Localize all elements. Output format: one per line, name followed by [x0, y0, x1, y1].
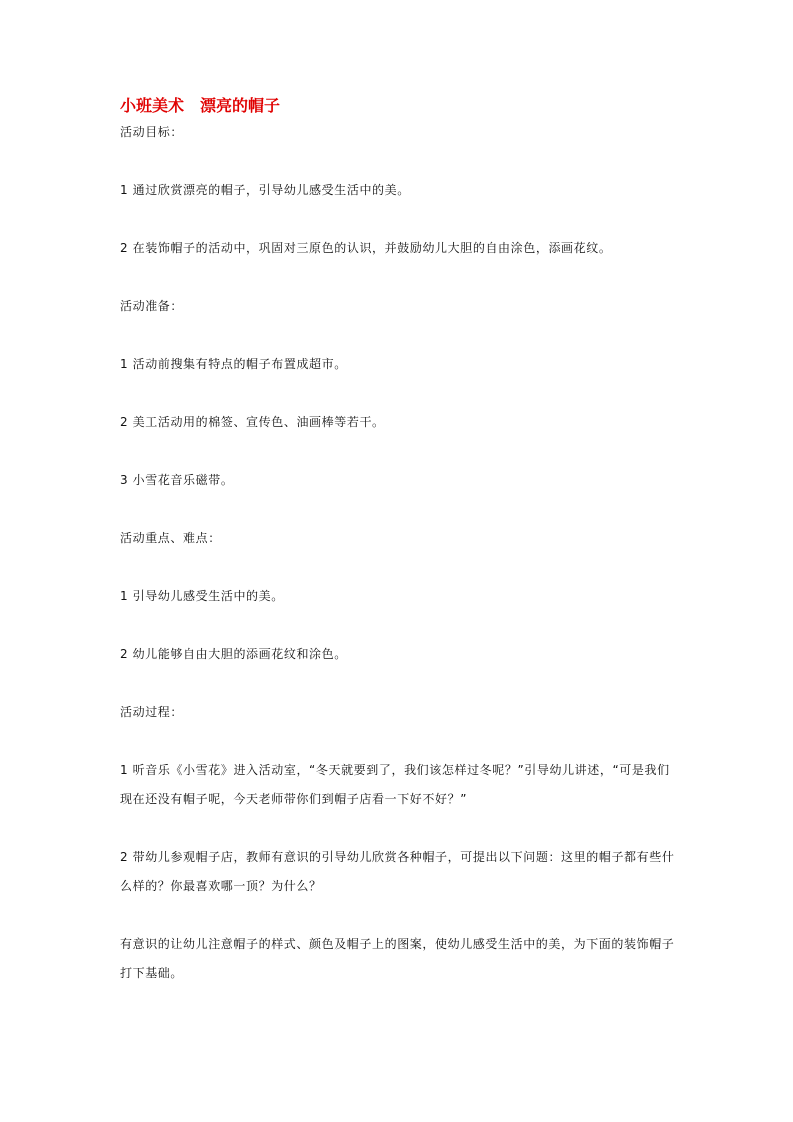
paragraph-prep-1: 1 活动前搜集有特点的帽子布置成超市。	[120, 357, 347, 371]
paragraph-focus-1: 1 引导幼儿感受生活中的美。	[120, 589, 284, 603]
paragraph-focus-heading: 活动重点、难点：	[120, 531, 221, 545]
document-title: 小班美术 漂亮的帽子	[120, 96, 281, 115]
paragraph-process-note: 有意识的让幼儿注意帽子的样式、颜色及帽子上的图案，使幼儿感受生活中的美，为下面的装饰帽子打下基础。	[120, 937, 675, 980]
paragraph-prep-2: 2 美工活动用的棉签、宣传色、油画棒等若干。	[120, 415, 385, 429]
paragraph-goals-heading: 活动目标：	[120, 125, 184, 139]
paragraph-goal-2: 2 在装饰帽子的活动中，巩固对三原色的认识，并鼓励幼儿大胆的自由涂色，添画花纹。	[120, 241, 612, 255]
paragraph-process-heading: 活动过程：	[120, 705, 184, 719]
paragraph-goal-1: 1 通过欣赏漂亮的帽子，引导幼儿感受生活中的美。	[120, 183, 410, 197]
paragraph-process-1: 1 听音乐《小雪花》进入活动室，“冬天就要到了，我们该怎样过冬呢？”引导幼儿讲述，“可是我们现在还没有帽子呢，今天老师带你们到帽子店看一下好不好？”	[120, 763, 670, 806]
paragraph-process-2: 2 带幼儿参观帽子店，教师有意识的引导幼儿欣赏各种帽子，可提出以下问题：这里的帽子都有些什么样的？你最喜欢哪一顶？为什么？	[120, 850, 675, 893]
paragraph-prep-3: 3 小雪花音乐磁带。	[120, 473, 234, 487]
paragraph-focus-2: 2 幼儿能够自由大胆的添画花纹和涂色。	[120, 647, 347, 661]
paragraph-prep-heading: 活动准备：	[120, 299, 184, 313]
